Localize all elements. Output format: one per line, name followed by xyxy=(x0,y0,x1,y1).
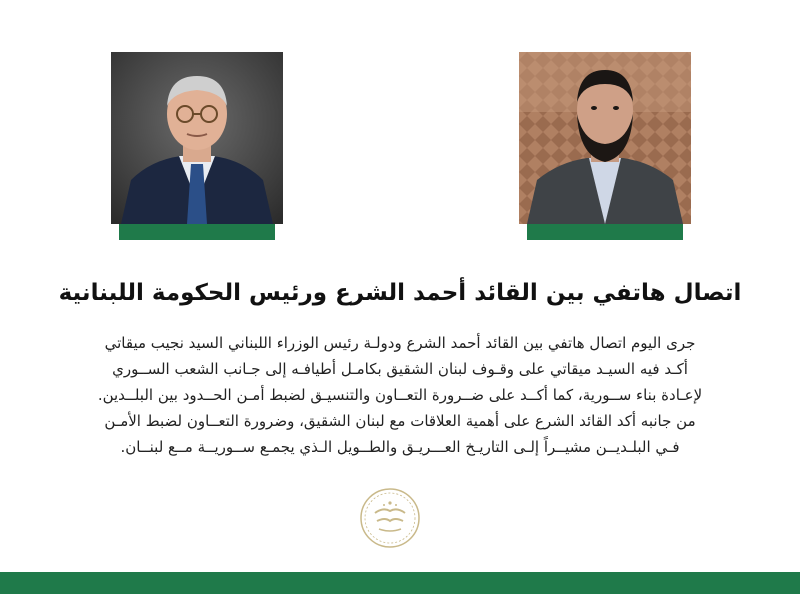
body-line-5: فـي البلـديــن مشيــراً إلـى التاريـخ العـــريـق والطــويل الـذي يجمـع ســوريــة مــع لبنــان. xyxy=(120,438,680,456)
article-headline: اتصال هاتفي بين القائد أحمد الشرع ورئيس الحكومة اللبنانية xyxy=(58,280,742,306)
body-line-3: لإعـادة بناء ســورية، كما أكــد على ضــرورة التعــاون والتنسيـق لضبط أمـن الحــدود بين البلــدين. xyxy=(97,386,703,404)
portrait-illustration-right xyxy=(519,52,691,224)
body-line-4: من جانبه أكد القائد الشرع على أهمية العلاقات مع لبنان الشقيق، وضرورة التعــاون لضبط الأمـن xyxy=(104,412,696,430)
portrait-illustration-left xyxy=(111,52,283,224)
photo-right-portrait xyxy=(519,52,691,224)
photo-left-portrait xyxy=(111,52,283,224)
general-command-seal xyxy=(359,487,421,549)
body-line-1: جرى اليوم اتصال هاتفي بين القائد أحمد الشرع ودولـة رئيس الوزراء اللبناني السيد نجيب ميقاتي xyxy=(104,334,696,352)
photo-left-caption-bar xyxy=(119,224,275,240)
article-body xyxy=(40,330,760,460)
footer-green-band xyxy=(0,572,800,594)
photo-right-caption-bar xyxy=(527,224,683,240)
seal-emblem-icon xyxy=(359,487,421,549)
body-line-2: أكـد فيه السيـد ميقاتي على وقـوف لبنان الشقيق بكامـل أطيافـه إلى جـانب الشعب الســوري xyxy=(112,360,688,378)
